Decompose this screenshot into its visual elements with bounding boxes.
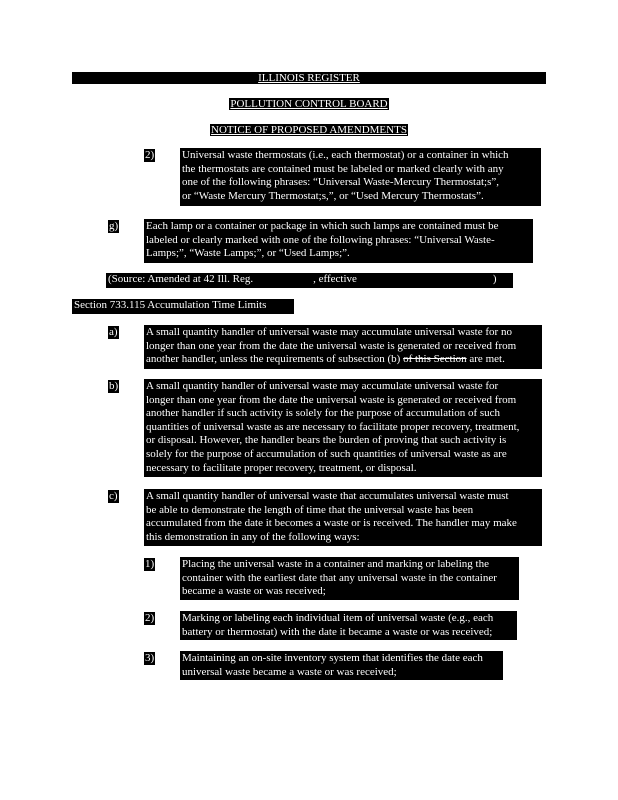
thermostat-paragraph (180, 148, 541, 206)
paragraph-line: Universal waste thermostats (i.e., each thermostat) or a container in which (182, 149, 509, 161)
paragraph-line: this demonstration in any of the following ways: (146, 530, 360, 543)
notice-header (72, 124, 546, 136)
source-close: ) (492, 273, 497, 285)
item-label: 2) (145, 149, 155, 161)
paragraph-line-tail: are met. (466, 353, 505, 366)
paragraph-line: Placing the universal waste in a container and marking or labeling the (182, 558, 489, 570)
source-text: (Source: Amended at 42 Ill. Reg. (108, 273, 254, 285)
paragraph-line: A small quantity handler of universal waste may accumulate universal waste for (146, 380, 499, 392)
paragraph-line: be able to demonstrate the length of time that the universal waste has been (146, 503, 474, 516)
lamp-paragraph (144, 219, 533, 263)
source-note (106, 273, 513, 288)
paragraph-line: container with the earliest date that any universal waste in the container (182, 571, 497, 584)
way-3-paragraph (180, 651, 503, 680)
way-1-paragraph (180, 557, 519, 600)
register-title: ILLINOIS REGISTER (258, 72, 360, 84)
paragraph-line: Each lamp or a container or package in which such lamps are contained must be (146, 220, 499, 232)
paragraph-line: longer than one year from the date the universal waste is generated or received from (146, 339, 517, 352)
subsection-a-paragraph (144, 325, 542, 369)
notice-title: NOTICE OF PROPOSED AMENDMENTS (211, 124, 407, 136)
board-title: POLLUTION CONTROL BOARD (230, 98, 388, 110)
struck-text: of this Section (403, 353, 467, 366)
paragraph-line: another handler if such activity is solely for the purpose of accumulation of such (146, 407, 501, 420)
paragraph-line: A small quantity handler of universal waste that accumulates universal waste must (146, 490, 509, 502)
paragraph-line: became a waste or was received; (182, 585, 326, 598)
paragraph-line: labeled or clearly marked with one of the following phrases: “Universal Waste- (146, 233, 495, 246)
paragraph-line: Marking or labeling each individual item of universal waste (e.g., each (182, 612, 494, 624)
paragraph-line: or disposal. However, the handler bears the burden of proving that such activity is (146, 434, 507, 447)
subsection-label: b) (109, 380, 119, 392)
paragraph-line: solely for the purpose of accumulation of such quantities of universal waste as are (146, 447, 507, 460)
paragraph-line: another handler, unless the requirements of subsection (b) (146, 353, 401, 366)
subsection-c-paragraph (144, 489, 542, 546)
subsection-label: a) (109, 326, 118, 338)
source-effective: , effective (313, 273, 357, 285)
board-header (72, 98, 546, 110)
section-heading-text: Section 733.115 Accumulation Time Limits (74, 299, 267, 311)
paragraph-line: longer than one year from the date the universal waste is generated or received from (146, 393, 517, 406)
item-label: g) (109, 220, 119, 232)
subsection-label: c) (109, 490, 118, 502)
paragraph-line: or “Waste Mercury Thermostat;s,”, or “Used Mercury Thermostats”. (182, 189, 484, 202)
section-heading (72, 299, 294, 314)
way-label: 2) (145, 612, 155, 624)
paragraph-line: battery or thermostat) with the date it became a waste or was received; (182, 625, 493, 638)
way-label: 3) (145, 652, 155, 664)
paragraph-line: necessary to facilitate proper recovery, treatment, or disposal. (146, 461, 417, 474)
paragraph-line: A small quantity handler of universal waste may accumulate universal waste for no (146, 326, 512, 338)
paragraph-line: Maintaining an on-site inventory system that identifies the date each (182, 652, 483, 664)
way-2-paragraph (180, 611, 517, 640)
paragraph-line: accumulated from the date it becomes a waste or is received. The handler may make (146, 517, 517, 530)
paragraph-line: the thermostats are contained must be labeled or marked clearly with any (182, 162, 504, 175)
way-label: 1) (145, 558, 155, 570)
register-header (72, 72, 546, 84)
paragraph-line: quantities of universal waste as are necessary to facilitate proper recovery, treatment, (146, 420, 520, 433)
paragraph-line: universal waste became a waste or was received; (182, 665, 397, 678)
subsection-b-paragraph (144, 379, 542, 477)
paragraph-line: Lamps;”, “Waste Lamps;”, or “Used Lamps;”. (146, 247, 350, 260)
paragraph-line: one of the following phrases: “Universal Waste-Mercury Thermostat;s”, (182, 176, 500, 189)
